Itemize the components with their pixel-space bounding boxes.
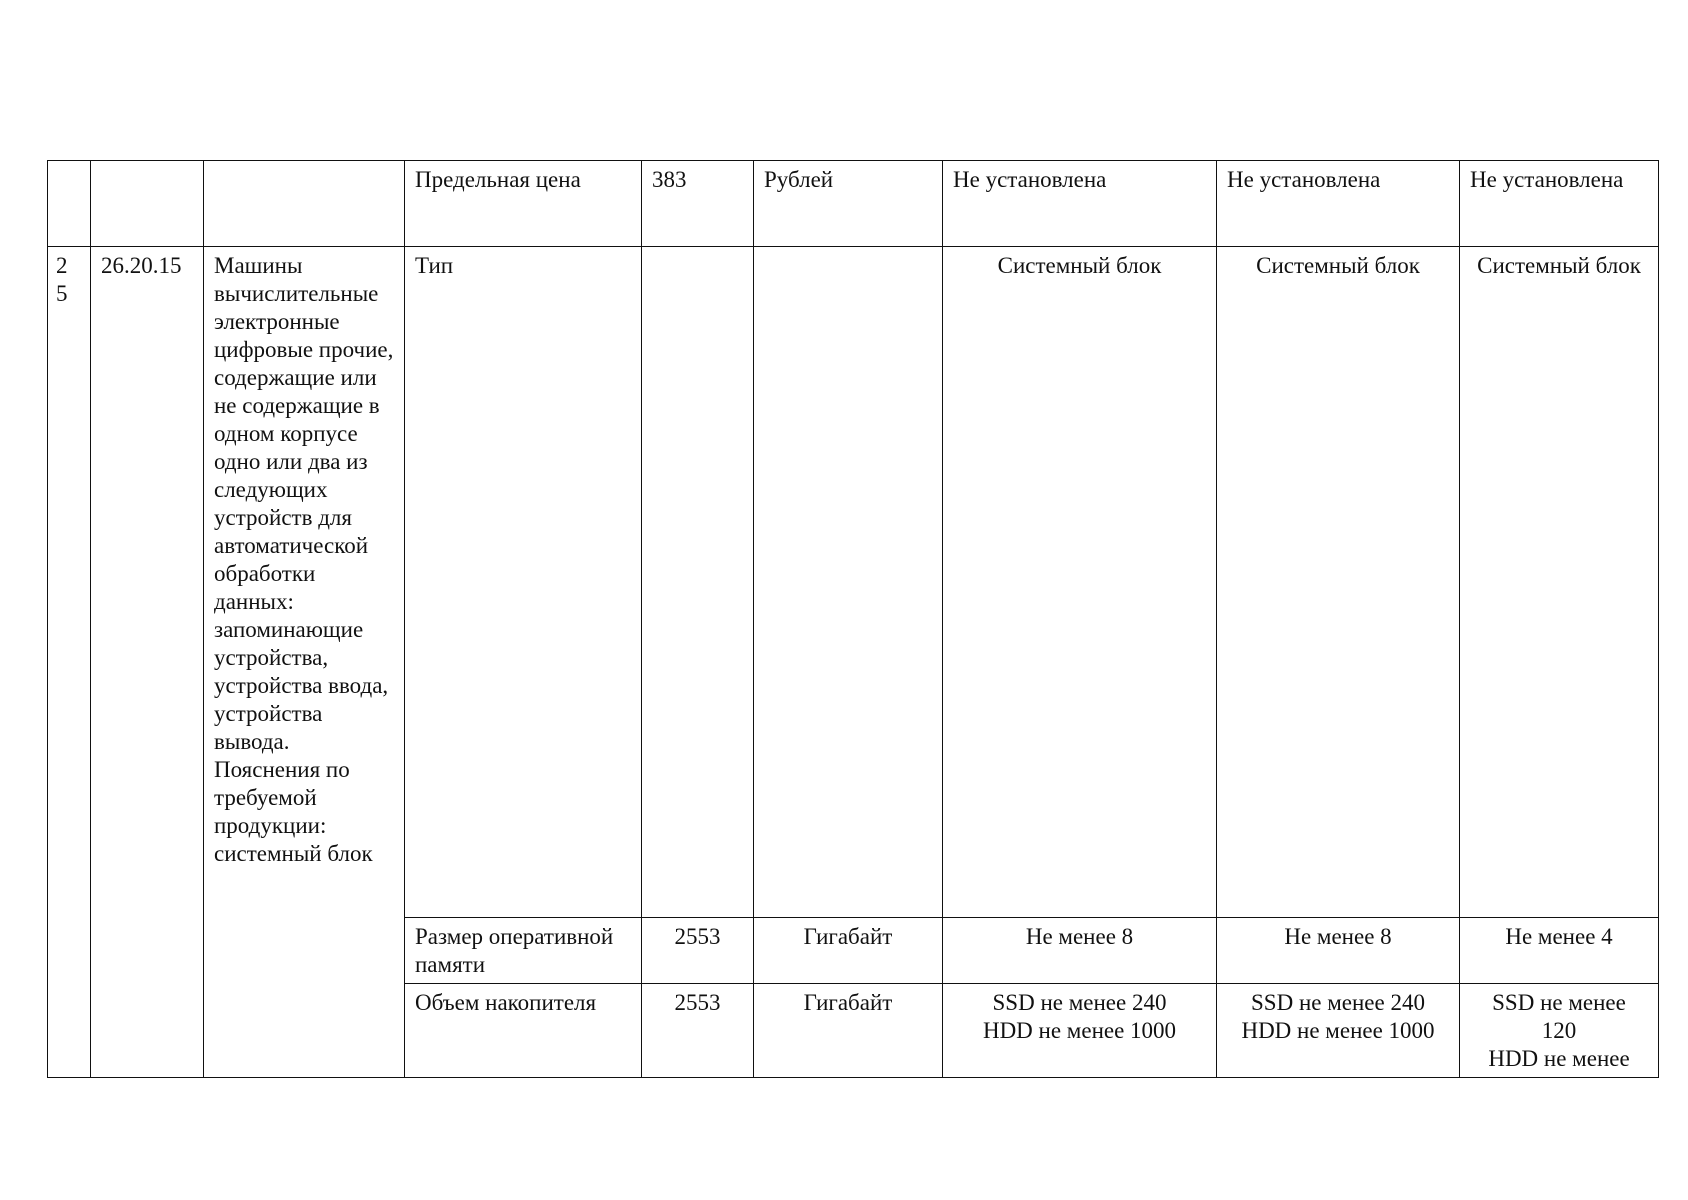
cell-okei-code: 2553 xyxy=(642,984,754,1078)
cell-value-2: Не менее 8 xyxy=(1217,918,1460,984)
cell-param: Объем накопителя xyxy=(405,984,642,1078)
cell-value-2: SSD не менее 240 HDD не менее 1000 xyxy=(1217,984,1460,1078)
cell-value-2: Системный блок xyxy=(1217,247,1460,918)
cell-param: Размер оперативной памяти xyxy=(405,918,642,984)
table-row-price xyxy=(48,161,1659,247)
cell-value-1: Системный блок xyxy=(943,247,1217,918)
cell-empty xyxy=(204,161,405,247)
cell-value-1: SSD не менее 240 HDD не менее 1000 xyxy=(943,984,1217,1078)
cell-value-2: Не установлена xyxy=(1217,161,1460,247)
cell-okei-code: 383 xyxy=(642,161,754,247)
cell-unit: Рублей xyxy=(754,161,943,247)
cell-unit: Гигабайт xyxy=(754,918,943,984)
table-row-type xyxy=(48,247,1659,918)
cell-value-3: Не менее 4 xyxy=(1460,918,1659,984)
cell-unit: Гигабайт xyxy=(754,984,943,1078)
cell-value-3: Системный блок xyxy=(1460,247,1659,918)
cell-okpd-code: 26.20.15 xyxy=(91,247,204,1078)
cell-empty xyxy=(48,161,91,247)
cell-value-3: Не установлена xyxy=(1460,161,1659,247)
cell-param: Тип xyxy=(405,247,642,918)
cell-empty xyxy=(91,161,204,247)
cell-item-name: Машины вычислительные электронные цифровые прочие, содержащие или не содержащие в одном корпусе одно или два из следующих устройств для автоматической обработки данных: запоминающие устройства, устройства ввода, устройства вывода. Пояснения по требуемой продукции: системный блок xyxy=(204,247,405,1078)
cell-value-1: Не установлена xyxy=(943,161,1217,247)
cell-okei-code xyxy=(642,247,754,918)
specification-table xyxy=(47,160,1659,1078)
cell-value-3: SSD не менее 120 HDD не менее xyxy=(1460,984,1659,1078)
cell-item-number: 2 5 xyxy=(48,247,91,1078)
cell-param: Предельная цена xyxy=(405,161,642,247)
cell-value-1: Не менее 8 xyxy=(943,918,1217,984)
cell-unit xyxy=(754,247,943,918)
cell-okei-code: 2553 xyxy=(642,918,754,984)
